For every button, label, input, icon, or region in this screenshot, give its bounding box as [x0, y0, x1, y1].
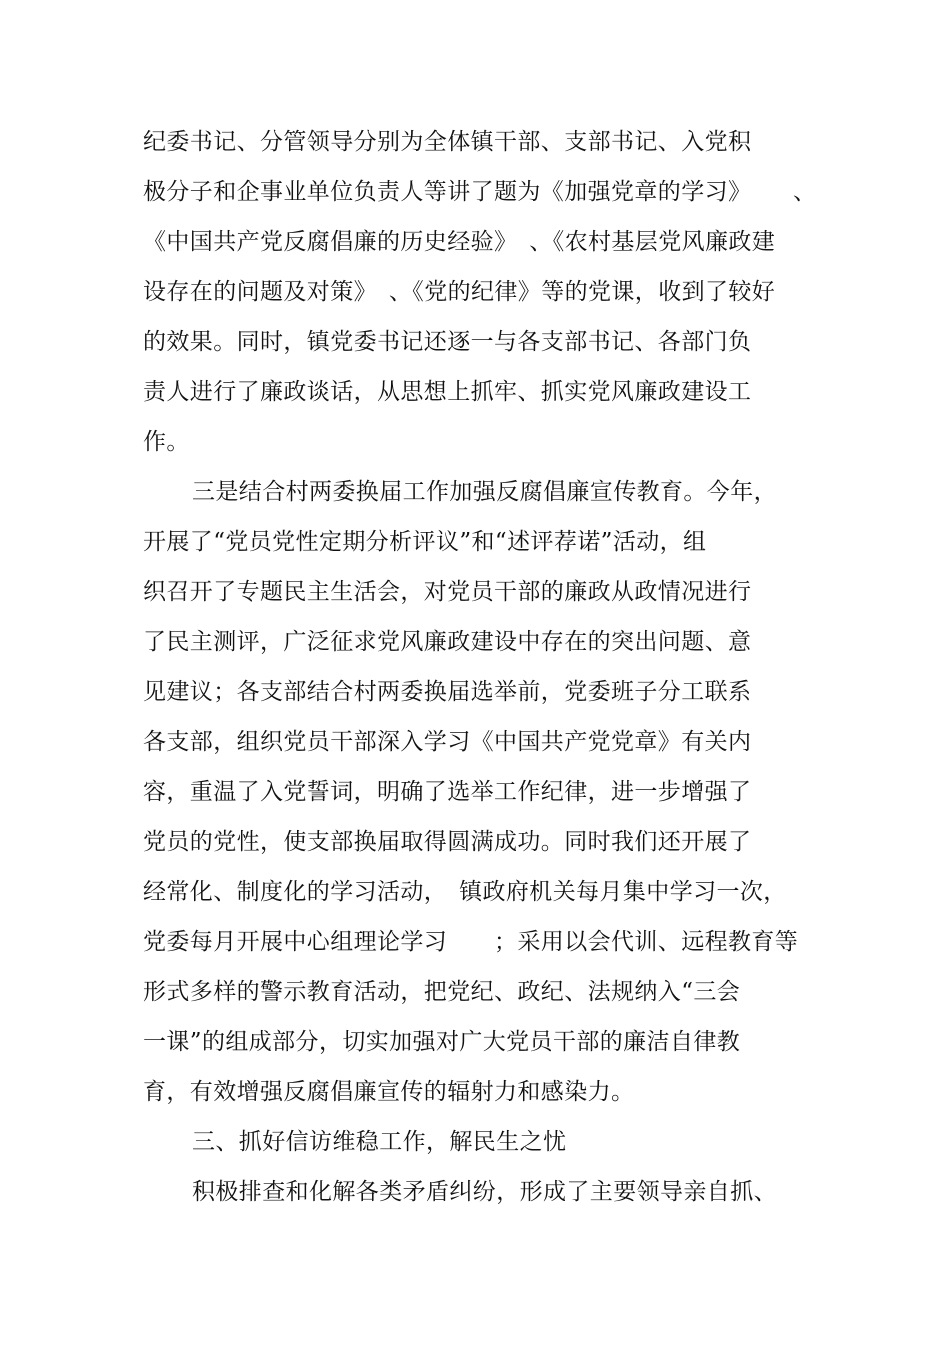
- text-line-2: 极分子和企事业单位负责人等讲了题为《加强党章的学习》: [143, 179, 752, 205]
- text-line-18: 形式多样的警示教育活动，把党纪、政纪、法规纳入“三会: [143, 979, 741, 1005]
- text-line-17: 党委每月开展中心组理论学习 ；采用以会代训、远程教育等: [143, 929, 799, 955]
- text-line-14: 容，重温了入党誓词，明确了选举工作纪律，进一步增强了: [143, 779, 752, 805]
- text-line-11: 了民主测评，广泛征求党风廉政建设中存在的突出问题、意: [143, 629, 752, 655]
- text-line-16: 经常化、制度化的学习活动， 镇政府机关每月集中学习一次，: [143, 879, 787, 905]
- trailing-punctuation: 、: [793, 179, 816, 205]
- text-line-3: 《中国共产党反腐倡廉的历史经验》 、《农村基层党风廉政建: [143, 229, 776, 255]
- text-line-4: 设存在的问题及对策》 、《党的纪律》等的党课，收到了较好: [143, 279, 776, 305]
- paragraph-start-line-2: 积极排查和化解各类矛盾纠纷，形成了主要领导亲自抓、: [192, 1179, 777, 1205]
- text-line-6: 责人进行了廉政谈话，从思想上抓牢、抓实党风廉政建设工: [143, 379, 752, 405]
- text-line-7: 作。: [143, 429, 190, 455]
- text-line-20: 育，有效增强反腐倡廉宣传的辐射力和感染力。: [143, 1079, 635, 1105]
- text-line-15: 党员的党性，使支部换届取得圆满成功。同时我们还开展了: [143, 829, 752, 855]
- text-line-19: 一课”的组成部分，切实加强对广大党员干部的廉洁自律教: [143, 1029, 741, 1055]
- text-line-12: 见建议；各支部结合村两委换届选举前，党委班子分工联系: [143, 679, 752, 705]
- text-line-13: 各支部，组织党员干部深入学习《中国共产党党章》有关内: [143, 729, 752, 755]
- text-line-1: 纪委书记、分管领导分别为全体镇干部、支部书记、入党积: [143, 129, 752, 155]
- section-heading: 三、抓好信访维稳工作，解民生之忧: [192, 1129, 567, 1155]
- text-line-10: 织召开了专题民主生活会，对党员干部的廉政从政情况进行: [143, 579, 752, 605]
- text-line-5: 的效果。同时，镇党委书记还逐一与各支部书记、各部门负: [143, 329, 752, 355]
- paragraph-start-line: 三是结合村两委换届工作加强反腐倡廉宣传教育。今年，: [192, 479, 777, 505]
- text-line-9: 开展了“党员党性定期分析评议”和“述评荐诺”活动，组: [143, 529, 707, 555]
